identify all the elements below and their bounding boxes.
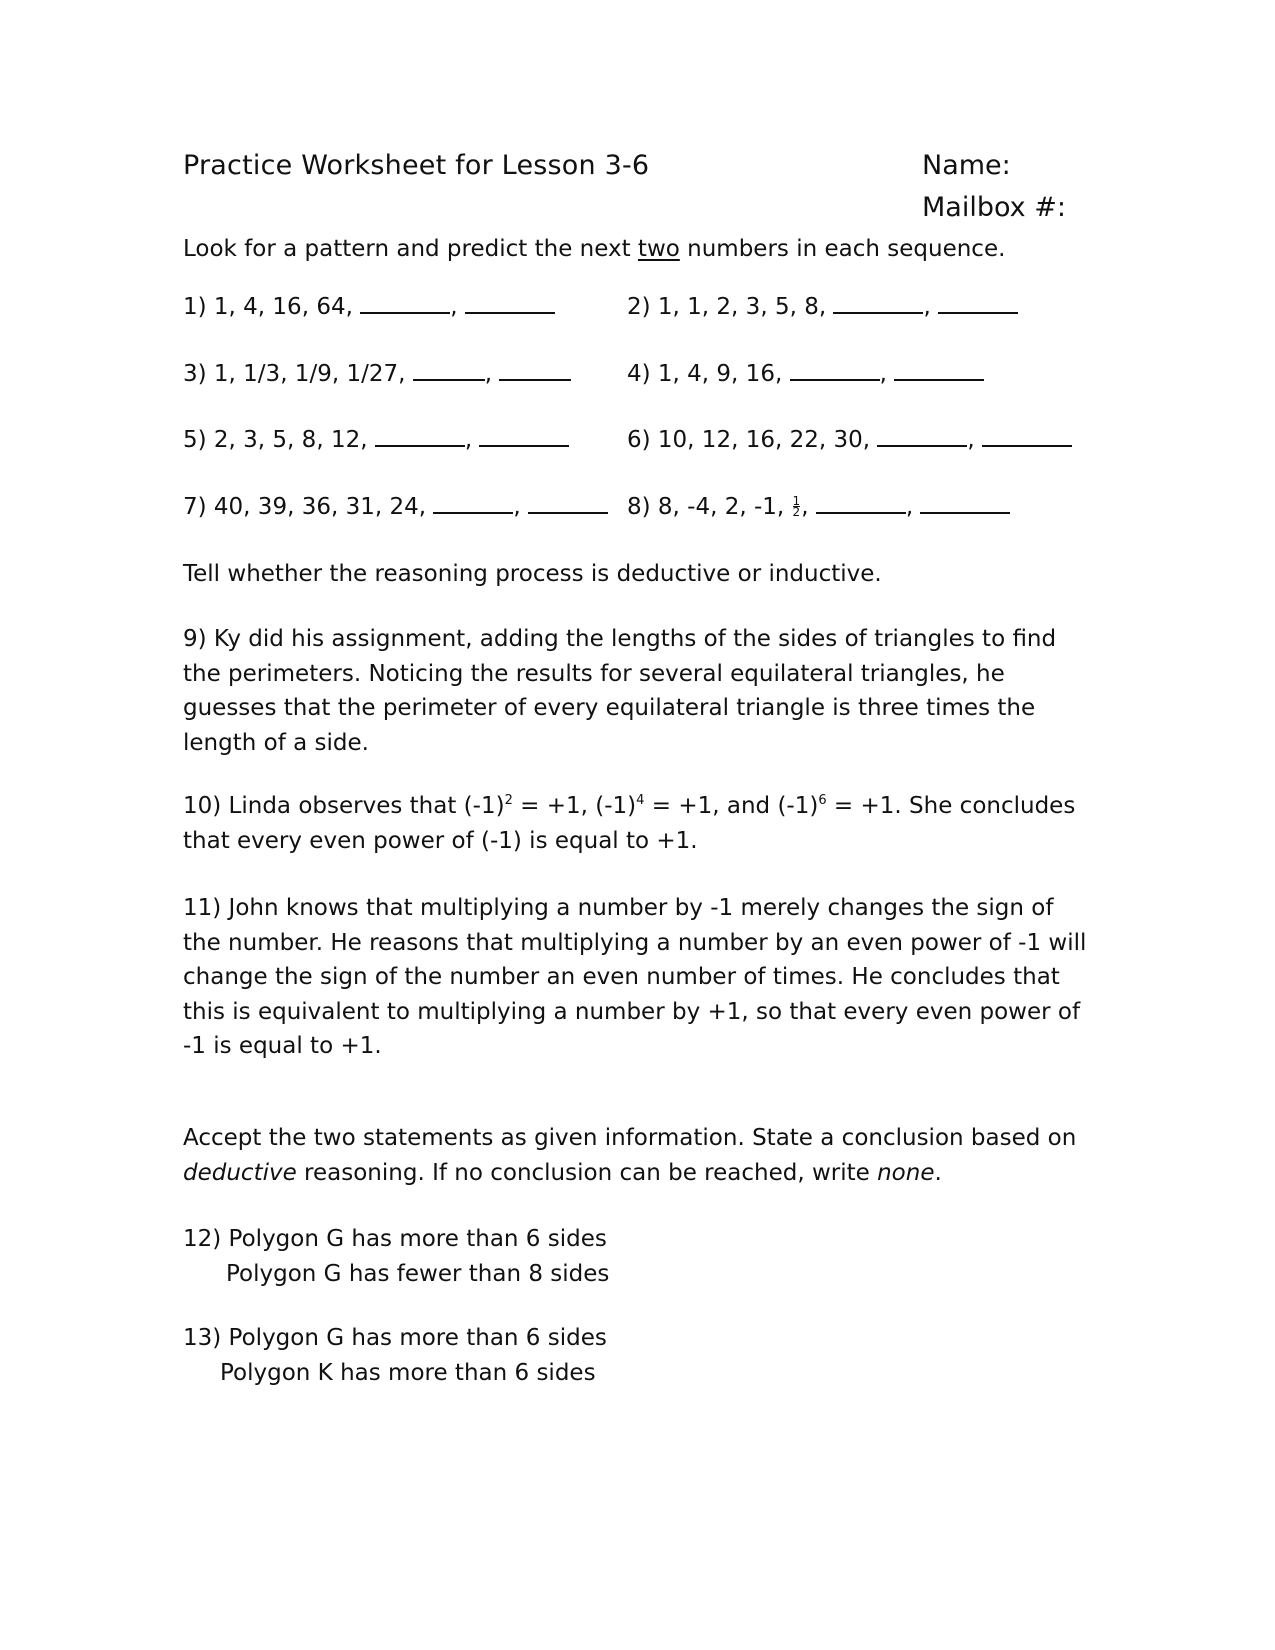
- answer-blank[interactable]: [360, 292, 450, 314]
- answer-blank[interactable]: [938, 292, 1018, 314]
- answer-blank[interactable]: [479, 425, 569, 447]
- sequence-item-6: [627, 425, 1072, 455]
- question-10: [183, 789, 1093, 858]
- answer-blank[interactable]: [833, 292, 923, 314]
- blank-separator: ,: [513, 494, 521, 520]
- answer-blank[interactable]: [433, 492, 513, 514]
- sequence-text: 2) 1, 1, 2, 3, 5, 8,: [627, 294, 834, 320]
- answer-blank[interactable]: [499, 359, 571, 381]
- instructions-italic-word: deductive: [183, 1159, 297, 1186]
- q10-text: = +1, and (-1): [644, 793, 819, 819]
- sequence-text: 3) 1, 1/3, 1/9, 1/27,: [183, 361, 413, 387]
- name-label: Name:: [922, 150, 1011, 181]
- sequence-item-4: [627, 359, 984, 389]
- sequence-text: 8) 8, -4, 2, -1,: [627, 494, 792, 520]
- sequence-item-3: [183, 359, 571, 389]
- question-9: 9) Ky did his assignment, adding the lengths of the sides of triangles to find the perimeters. Noticing the results for several equilateral triangles, he guesses that the perimeter of every equilateral triangle is three times the length of a side.: [183, 626, 1057, 756]
- sequence-text: 1) 1, 4, 16, 64,: [183, 294, 361, 320]
- fraction-one-half: [793, 496, 801, 517]
- sequence-text: 4) 1, 4, 9, 16,: [627, 361, 790, 387]
- sequence-text: 5) 2, 3, 5, 8, 12,: [183, 427, 375, 453]
- instructions-text-end: numbers in each sequence.: [679, 236, 1006, 262]
- instructions-underlined-word: two: [637, 236, 680, 262]
- exponent: 6: [818, 793, 827, 808]
- sequence-text: 7) 40, 39, 36, 31, 24,: [183, 494, 434, 520]
- deductive-instructions: [183, 1121, 1093, 1190]
- question-12: [183, 1222, 1093, 1291]
- answer-blank[interactable]: [894, 359, 984, 381]
- answer-blank[interactable]: [375, 425, 465, 447]
- blank-separator: ,: [923, 294, 931, 320]
- answer-blank[interactable]: [528, 492, 608, 514]
- blank-separator: ,: [801, 494, 809, 520]
- fraction-numerator: 1: [792, 494, 801, 508]
- instructions-text: .: [934, 1159, 942, 1186]
- q12-statement-2: Polygon G has fewer than 8 sides: [226, 1260, 610, 1287]
- sequence-instructions: [183, 232, 1005, 266]
- mailbox-label: Mailbox #:: [922, 192, 1066, 223]
- blank-separator: ,: [484, 361, 493, 387]
- blank-separator: ,: [905, 494, 914, 520]
- answer-blank[interactable]: [920, 492, 1010, 514]
- question-13: [183, 1321, 1093, 1390]
- answer-blank[interactable]: [413, 359, 485, 381]
- blank-separator: ,: [967, 427, 975, 453]
- q10-text: 10) Linda observes that (-1): [183, 793, 505, 819]
- q13-statement-2: Polygon K has more than 6 sides: [220, 1359, 596, 1386]
- q12-statement-1: 12) Polygon G has more than 6 sides: [183, 1226, 607, 1252]
- answer-blank[interactable]: [982, 425, 1072, 447]
- answer-blank[interactable]: [790, 359, 880, 381]
- sequence-text: 6) 10, 12, 16, 22, 30,: [627, 427, 878, 453]
- fraction-denominator: 2: [792, 505, 801, 519]
- answer-blank[interactable]: [816, 492, 906, 514]
- sequence-item-5: [183, 425, 569, 455]
- q10-text: = +1. She concludes that every even power of (-1) is equal to +1.: [183, 793, 1076, 854]
- blank-separator: ,: [879, 361, 887, 387]
- sequence-item-7: [183, 492, 608, 522]
- worksheet-title: Practice Worksheet for Lesson 3-6: [183, 150, 650, 181]
- instructions-italic-word: none: [877, 1159, 935, 1186]
- blank-separator: ,: [464, 427, 473, 453]
- q10-text: = +1, (-1): [512, 793, 637, 819]
- sequence-item-1: [183, 292, 555, 322]
- exponent: 2: [504, 793, 513, 808]
- reasoning-instructions: Tell whether the reasoning process is deductive or inductive.: [183, 561, 882, 587]
- sequence-item-2: [627, 292, 1018, 322]
- exponent: 4: [636, 793, 645, 808]
- answer-blank[interactable]: [877, 425, 967, 447]
- question-11: 11) John knows that multiplying a number by -1 merely changes the sign of the number. He reasons that multiplying a number by an even power of -1 will change the sign of the number an even number of times. He concludes that this is equivalent to multiplying a number by +1, so that every even power of -1 is equal to +1.: [183, 895, 1087, 1059]
- instructions-text-start: Look for a pattern and predict the next: [183, 236, 638, 262]
- answer-blank[interactable]: [465, 292, 555, 314]
- q13-statement-1: 13) Polygon G has more than 6 sides: [183, 1325, 607, 1351]
- instructions-text: reasoning. If no conclusion can be reached, write: [296, 1159, 878, 1186]
- instructions-text: Accept the two statements as given information. State a conclusion based on: [183, 1125, 1077, 1151]
- blank-separator: ,: [450, 294, 458, 320]
- sequence-item-8: [627, 492, 1010, 522]
